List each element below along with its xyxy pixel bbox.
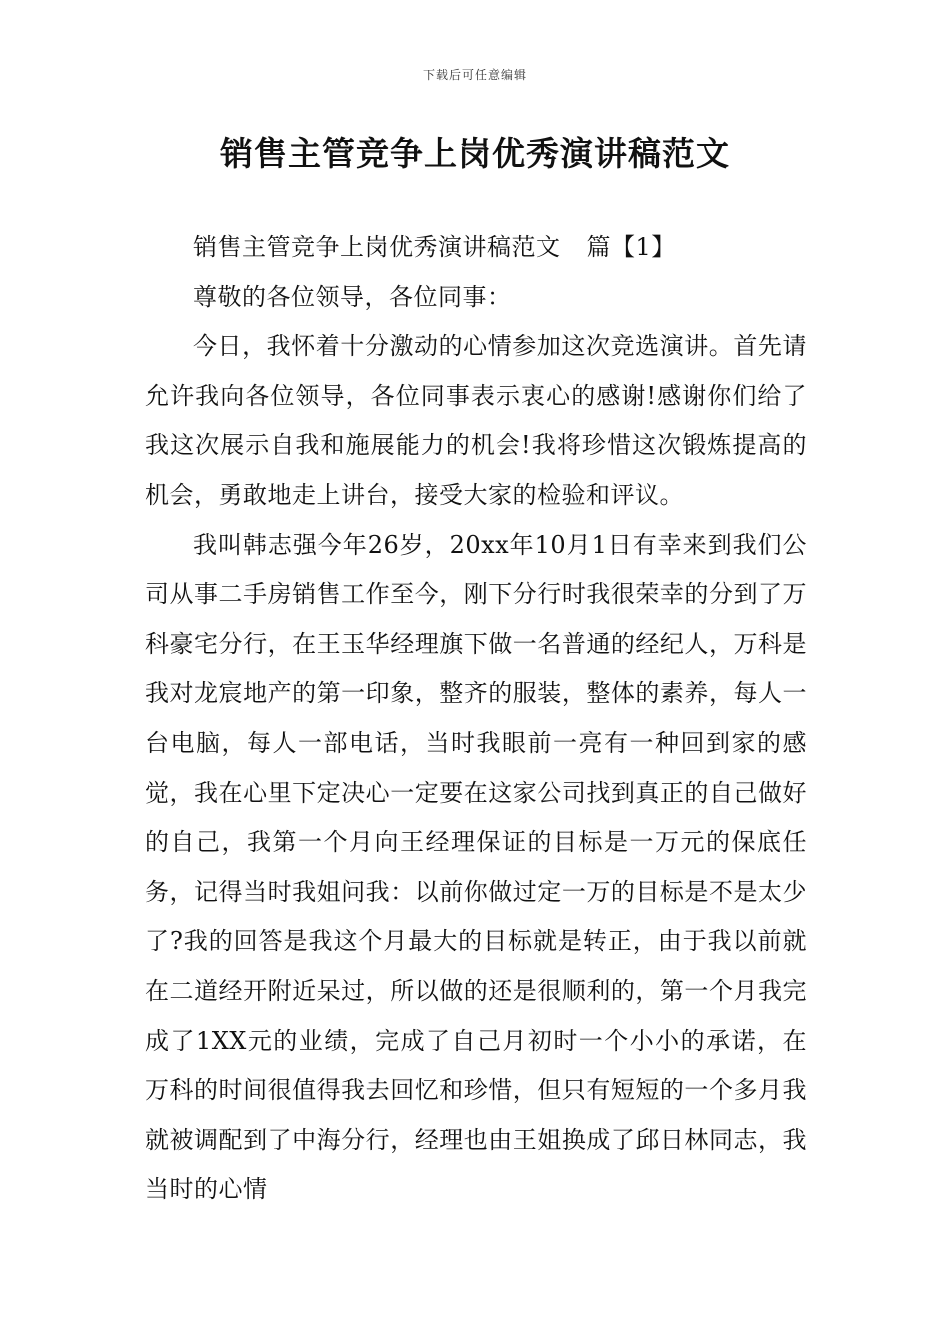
body-paragraph: 我叫韩志强今年26岁，20xx年10月1日有幸来到我们公司从事二手房销售工作至今，刚下分行时我很荣幸的分到了万科豪宅分行，在王玉华经理旗下做一名普通的经纪人，万科是我对龙宸地产的第一印象，整齐的服装，整体的素养，每人一台电脑，每人一部电话，当时我眼前一亮有一种回到家的感觉，我在心里下定决心一定要在这家公司找到真正的自己做好的自己，我第一个月向王经理保证的目标是一万元的保底任务，记得当时我姐问我：以前你做过定一万的目标是不是太少了?我的回答是我这个月最大的目标就是转正，由于我以前就在二道经开附近呆过，所以做的还是很顺利的，第一个月我完成了1XX元的业绩，完成了自己月初时一个小小的承诺，在万科的时间很值得我去回忆和珍惜，但只有短短的一个多月我就被调配到了中海分行，经理也由王姐换成了邱日林同志，我当时的心情 bbox=[145, 530, 807, 1204]
section-heading-label: 篇【1】 bbox=[586, 233, 676, 261]
greeting-paragraph: 尊敬的各位领导，各位同事： bbox=[193, 282, 512, 311]
section-heading bbox=[145, 223, 807, 273]
document-body bbox=[145, 223, 807, 1215]
header-note: 下载后可任意编辑 bbox=[422, 68, 527, 82]
document-title: 销售主管竞争上岗优秀演讲稿范文 bbox=[220, 134, 730, 173]
section-heading-text: 销售主管竞争上岗优秀演讲稿范文 bbox=[193, 233, 561, 261]
body-paragraph: 今日，我怀着十分激动的心情参加这次竞选演讲。首先请允许我向各位领导，各位同事表示衷心的感谢!感谢你们给了我这次展示自我和施展能力的机会!我将珍惜这次锻炼提高的机会，勇敢地走上讲台，接受大家的检验和评议。 bbox=[145, 332, 807, 509]
